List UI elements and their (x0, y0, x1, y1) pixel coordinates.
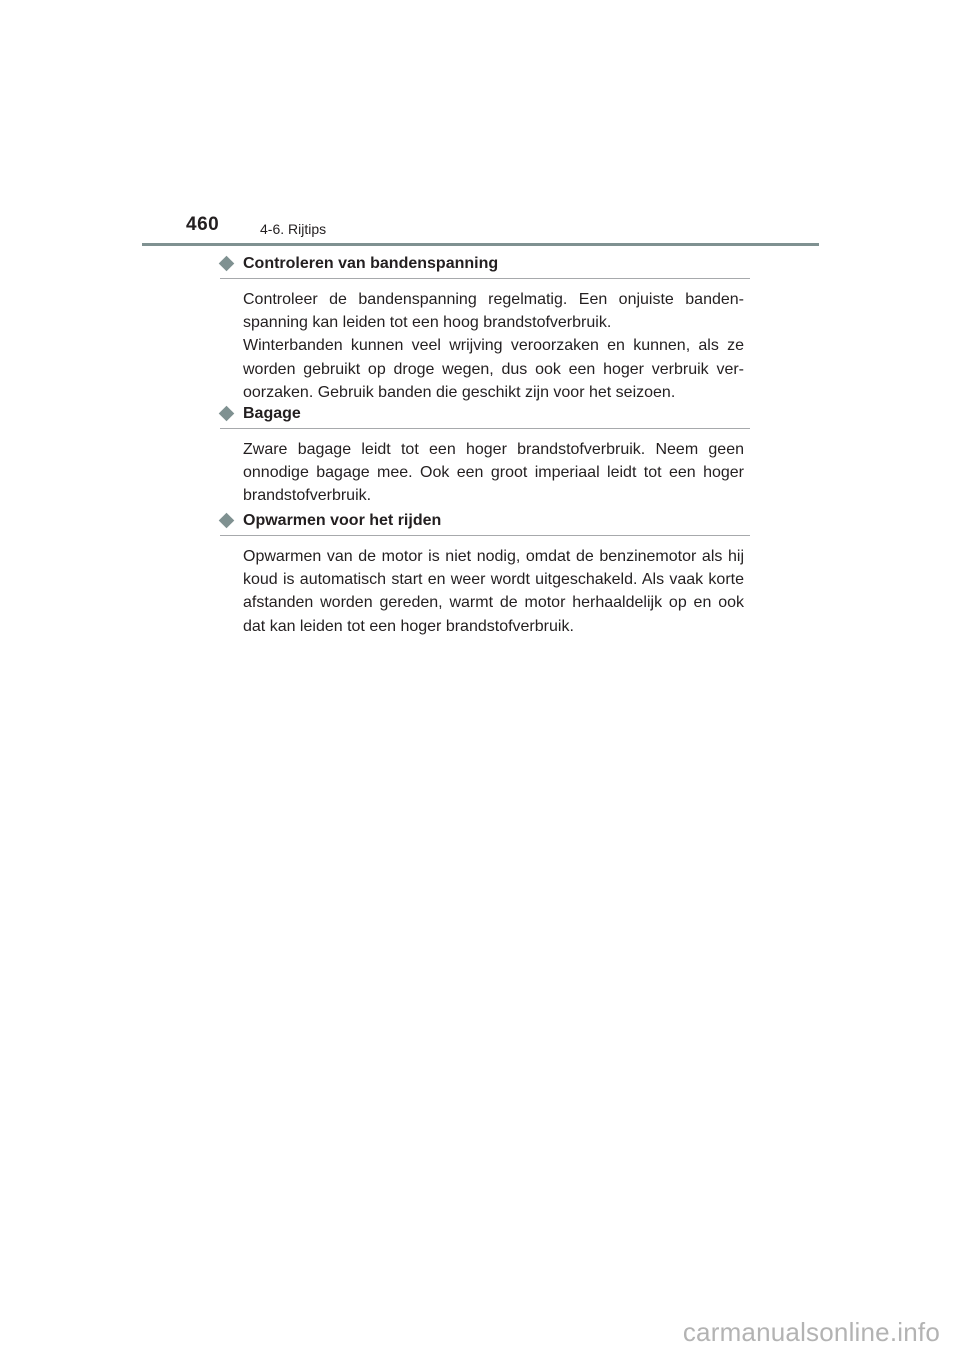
section-luggage (220, 404, 750, 508)
paragraph: Controleer de bandenspanning regelmatig. Een onjuiste banden-spanning kan leiden tot een hoog brandstofverbruik. (243, 291, 744, 332)
header-rule (142, 243, 819, 246)
section-body (220, 279, 750, 404)
page-number: 460 (186, 214, 220, 235)
section-heading-text: Opwarmen voor het rijden (243, 512, 442, 529)
diamond-icon (219, 256, 235, 272)
paragraph: Zware bagage leidt tot een hoger brandstofverbruik. Neem geen onnodige bagage mee. Ook een groot imperiaal leidt tot een hoger brandstofverbruik. (243, 441, 744, 505)
chapter-title: 4-6. Rijtips (260, 221, 327, 237)
section-heading (220, 254, 750, 279)
section-warm-up (220, 511, 750, 638)
paragraph: Winterbanden kunnen veel wrijving veroorzaken en kunnen, als ze worden gebruikt op droge wegen, dus ook een hoger verbruik ver-oorzaken. Gebruik banden die geschikt zijn voor het seizoen. (243, 337, 744, 401)
diamond-icon (219, 513, 235, 529)
section-body (220, 536, 750, 638)
section-heading (220, 511, 750, 536)
diamond-icon (219, 406, 235, 422)
watermark: carmanualsonline.info (682, 1317, 940, 1347)
paragraph: Opwarmen van de motor is niet nodig, omdat de benzinemotor als hij koud is automatisch start en weer wordt uitgeschakeld. Als vaak korte afstanden worden gereden, warmt de motor herhaaldelijk op en ook dat kan leiden tot een hoger brandstofverbruik. (243, 548, 744, 635)
section-heading-text: Bagage (243, 405, 301, 422)
section-tire-pressure (220, 254, 750, 404)
section-heading-text: Controleren van bandenspanning (243, 255, 499, 272)
section-body (220, 429, 750, 508)
section-heading (220, 404, 750, 429)
